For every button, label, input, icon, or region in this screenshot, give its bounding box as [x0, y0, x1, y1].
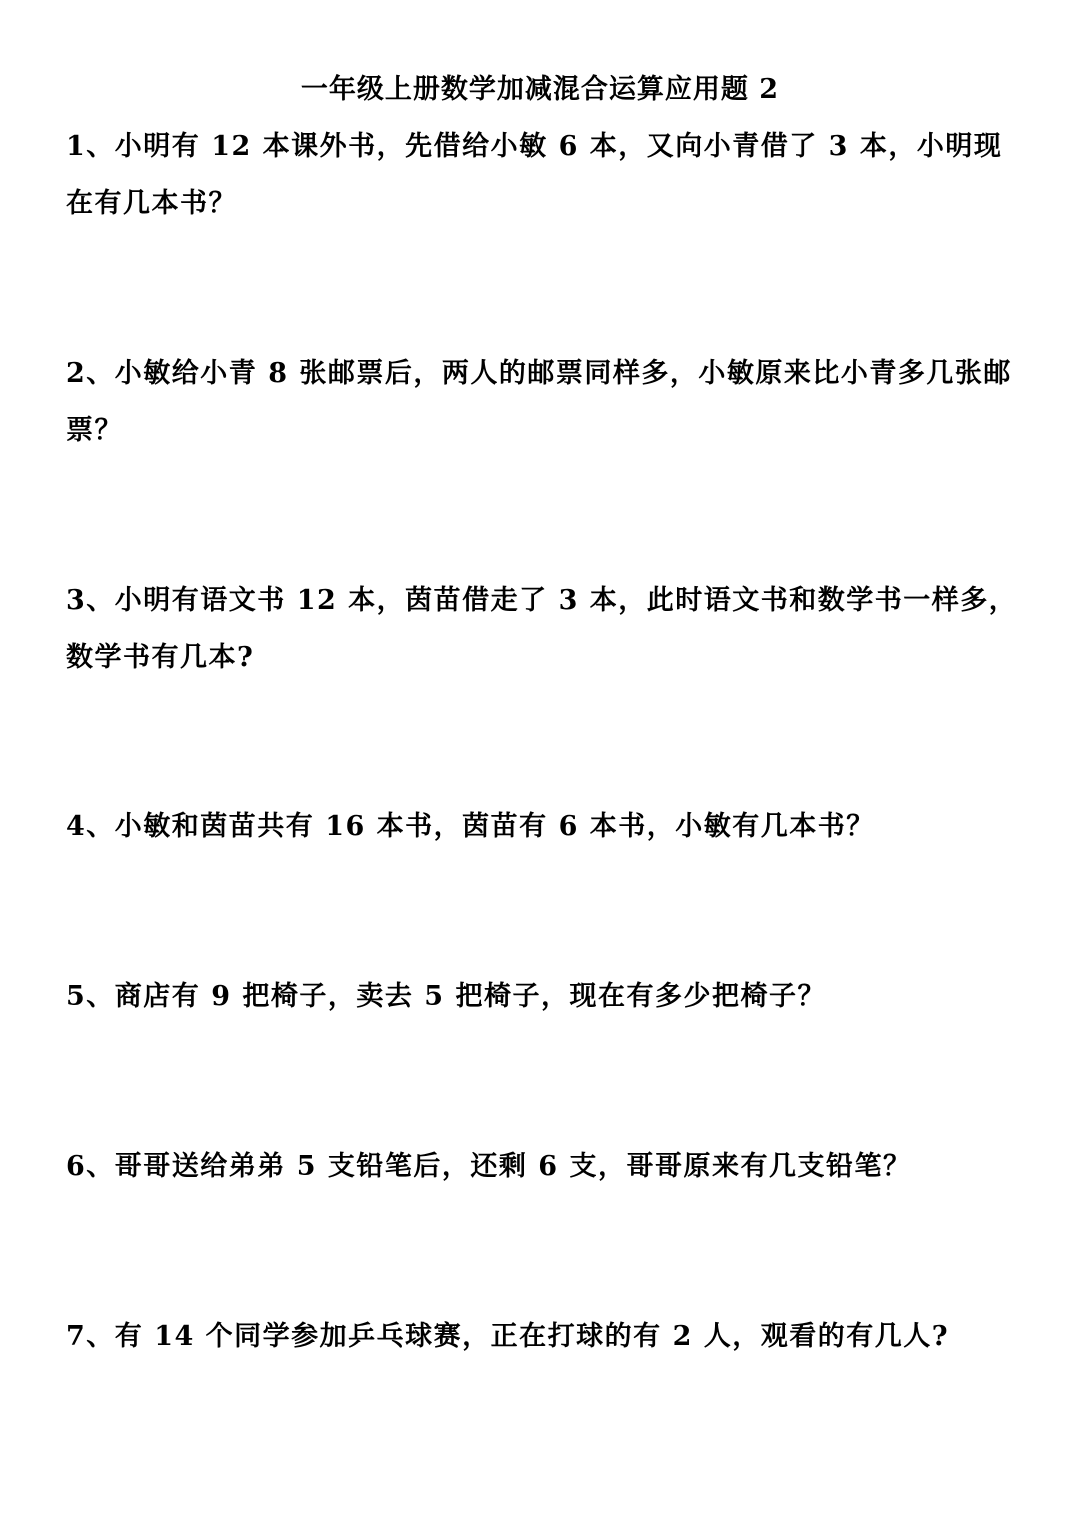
question-text: 小明有语文书 12 本，茵苗借走了 3 本，此时语文书和数学书一样多，数学书有几本?	[66, 585, 1018, 673]
question-text: 哥哥送给弟弟 5 支铅笔后，还剩 6 支，哥哥原来有几支铅笔？	[114, 1151, 912, 1182]
question-text: 小敏给小青 8 张邮票后，两人的邮票同样多，小敏原来比小青多几张邮票？	[66, 358, 1012, 446]
question-4	[66, 798, 1026, 855]
question-3	[66, 572, 1026, 686]
question-text: 有 14 个同学参加乒乓球赛，正在打球的有 2 人，观看的有几人?	[114, 1321, 950, 1352]
question-number: 5、	[66, 981, 115, 1012]
question-7	[66, 1308, 1026, 1365]
question-6	[66, 1138, 1026, 1195]
question-text: 小明有 12 本课外书，先借给小敏 6 本，又向小青借了 3 本，小明现在有几本书？	[66, 131, 1003, 219]
question-text: 小敏和茵苗共有 16 本书，茵苗有 6 本书，小敏有几本书？	[114, 811, 875, 842]
question-number: 4、	[66, 811, 115, 842]
question-2	[66, 345, 1026, 459]
question-number: 7、	[66, 1321, 115, 1352]
question-number: 3、	[66, 585, 115, 616]
question-5	[66, 968, 1026, 1025]
question-text: 商店有 9 把椅子，卖去 5 把椅子，现在有多少把椅子？	[114, 981, 826, 1012]
question-number: 2、	[66, 358, 115, 389]
question-number: 6、	[66, 1151, 115, 1182]
question-1	[66, 118, 1026, 232]
page-title: 一年级上册数学加减混合运算应用题 2	[300, 74, 780, 105]
question-number: 1、	[66, 131, 115, 162]
